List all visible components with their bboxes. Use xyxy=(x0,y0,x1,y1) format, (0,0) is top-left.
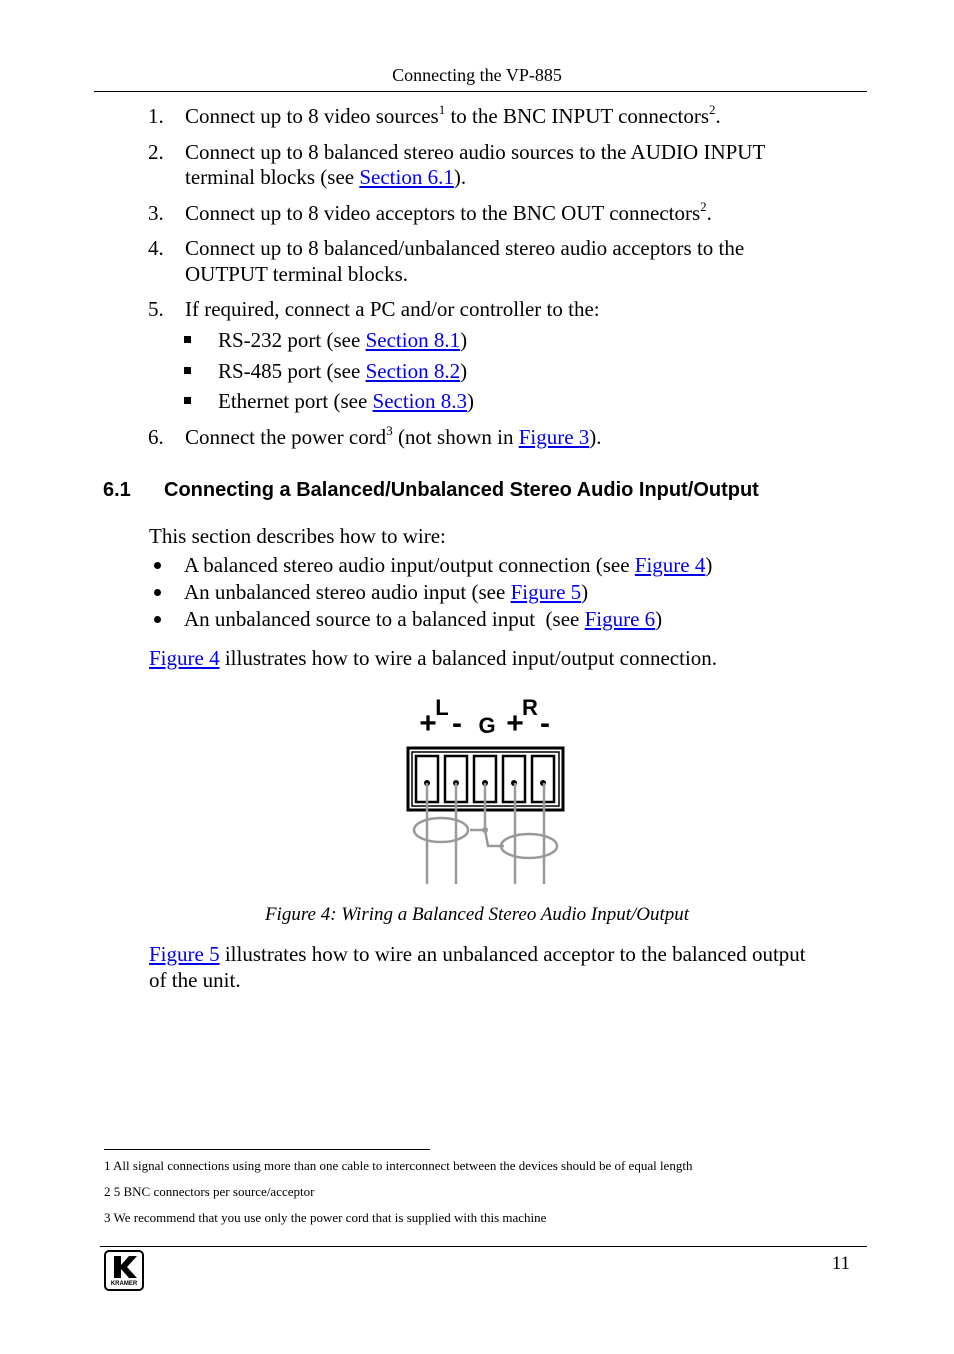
text-run: . xyxy=(715,104,721,128)
text-run: to the BNC INPUT connectors xyxy=(445,104,710,128)
cross-reference-link[interactable]: Figure 6 xyxy=(584,607,656,631)
footnote-3: 3 We recommend that you use only the power cord that is supplied with this machine xyxy=(104,1210,547,1225)
square-bullet-icon xyxy=(184,336,191,343)
figure-caption: Figure 4: Wiring a Balanced Stereo Audio Input/Output xyxy=(264,904,690,925)
bullet-dot-icon xyxy=(154,562,161,569)
header-rule xyxy=(94,91,867,92)
text-run: Connect up to 8 balanced/unbalanced stereo audio acceptors to the xyxy=(185,236,745,260)
section-number: 6.1 xyxy=(103,479,131,501)
running-header: Connecting the VP-885 xyxy=(392,65,562,85)
cross-reference-link[interactable]: Section 8.1 xyxy=(365,328,461,352)
port-item-rs485 xyxy=(218,358,467,384)
label-plus-right: + xyxy=(506,707,524,740)
step-5-number: 5. xyxy=(148,297,164,321)
footnote-2: 2 5 BNC connectors per source/acceptor xyxy=(104,1184,315,1199)
label-minus-right: - xyxy=(540,707,550,740)
label-ground: G xyxy=(478,713,496,738)
text-run: If required, connect a PC and/or controller to the: xyxy=(185,297,600,321)
text-run: ) xyxy=(460,328,468,352)
label-plus-left: + xyxy=(419,707,437,740)
text-run: ). xyxy=(453,165,467,189)
cross-reference-link[interactable]: Figure 4 xyxy=(149,646,220,670)
label-right: R xyxy=(522,695,538,720)
footnote-marker: 3 xyxy=(386,423,393,438)
text-run: Connect up to 8 balanced stereo audio sources to the AUDIO INPUT xyxy=(185,140,766,164)
text-run: Ethernet port (see xyxy=(218,389,373,413)
label-left: L xyxy=(435,695,449,720)
footer-rule xyxy=(100,1246,867,1247)
text-run: (not shown in xyxy=(392,425,519,449)
step-1-text xyxy=(185,103,721,129)
footnote-rule xyxy=(104,1149,430,1150)
step-5-text xyxy=(185,296,600,322)
step-4-text-cont xyxy=(185,261,408,287)
text-run: An unbalanced stereo audio input (see xyxy=(184,580,511,604)
text-run: Connect up to 8 video sources xyxy=(185,104,439,128)
square-bullet-icon xyxy=(184,367,191,374)
cross-reference-link[interactable]: Figure 4 xyxy=(634,553,706,577)
step-3-number: 3. xyxy=(148,201,164,225)
step-1-number: 1. xyxy=(148,104,164,128)
text-run: ) xyxy=(460,359,468,383)
step-4-number: 4. xyxy=(148,236,164,260)
port-item-rs232 xyxy=(218,327,467,353)
cross-reference-link[interactable]: Section 8.2 xyxy=(365,359,461,383)
footnote-marker: 2 xyxy=(700,199,707,214)
section-title: Connecting a Balanced/Unbalanced Stereo Audio Input/Output xyxy=(164,479,759,501)
step-2-text xyxy=(185,139,765,165)
text-run: ) xyxy=(655,607,663,631)
intro-text: This section describes how to wire: xyxy=(149,524,446,548)
step-2-number: 2. xyxy=(148,140,164,164)
text-run: of the unit. xyxy=(149,968,241,992)
text-run: Connect the power cord xyxy=(185,425,387,449)
kramer-k-icon xyxy=(106,1254,142,1280)
step-6-text xyxy=(185,424,602,450)
step-3-text xyxy=(185,200,712,226)
text-run: ). xyxy=(589,425,602,449)
step-6-number: 6. xyxy=(148,425,164,449)
text-run: . xyxy=(706,201,712,225)
label-minus-left: - xyxy=(452,707,462,740)
step-2-text-cont xyxy=(185,164,466,190)
paragraph-figure4 xyxy=(149,645,717,671)
text-run: illustrates how to wire an unbalanced acceptor to the balanced output xyxy=(219,942,806,966)
cross-reference-link[interactable]: Figure 5 xyxy=(149,942,220,966)
text-run: RS-232 port (see xyxy=(218,328,366,352)
paragraph-figure5-cont xyxy=(149,967,241,993)
text-run: ) xyxy=(467,389,475,413)
step-4-text xyxy=(185,235,744,261)
bullet-dot-icon xyxy=(154,616,161,623)
cross-reference-link[interactable]: Figure 5 xyxy=(510,580,582,604)
terminal-block-diagram xyxy=(400,690,575,890)
bullet-dot-icon xyxy=(154,589,161,596)
bullet-item-unbalanced-source xyxy=(184,606,662,632)
bullet-item-unbalanced xyxy=(184,579,588,605)
port-item-ethernet xyxy=(218,388,474,414)
footnote-marker: 1 xyxy=(438,102,446,117)
bullet-item-balanced xyxy=(184,552,712,578)
cross-reference-link[interactable]: Section 8.3 xyxy=(372,389,468,413)
text-run: illustrates how to wire a balanced input/output connection. xyxy=(219,646,718,670)
text-run: ) xyxy=(705,553,713,577)
text-run: terminal blocks (see xyxy=(185,165,360,189)
paragraph-figure5 xyxy=(149,941,806,967)
text-run: OUTPUT terminal blocks. xyxy=(185,262,409,286)
cross-reference-link[interactable]: Figure 3 xyxy=(518,425,590,449)
text-run: RS-485 port (see xyxy=(218,359,366,383)
square-bullet-icon xyxy=(184,397,191,404)
text-run: ) xyxy=(581,580,589,604)
page-number: 11 xyxy=(831,1253,850,1274)
cross-reference-link[interactable]: Section 6.1 xyxy=(359,165,454,189)
logo-wordmark: KRAMER xyxy=(110,1281,138,1287)
text-run: Connect up to 8 video acceptors to the BNC OUT connectors xyxy=(185,201,701,225)
kramer-logo xyxy=(104,1250,144,1291)
text-run: An unbalanced source to a balanced input (see xyxy=(184,607,585,631)
text-run: A balanced stereo audio input/output connection (see xyxy=(184,553,635,577)
footnote-1: 1 All signal connections using more than one cable to interconnect between the devices should be of equal length xyxy=(104,1158,693,1173)
footnote-marker: 2 xyxy=(709,102,716,117)
